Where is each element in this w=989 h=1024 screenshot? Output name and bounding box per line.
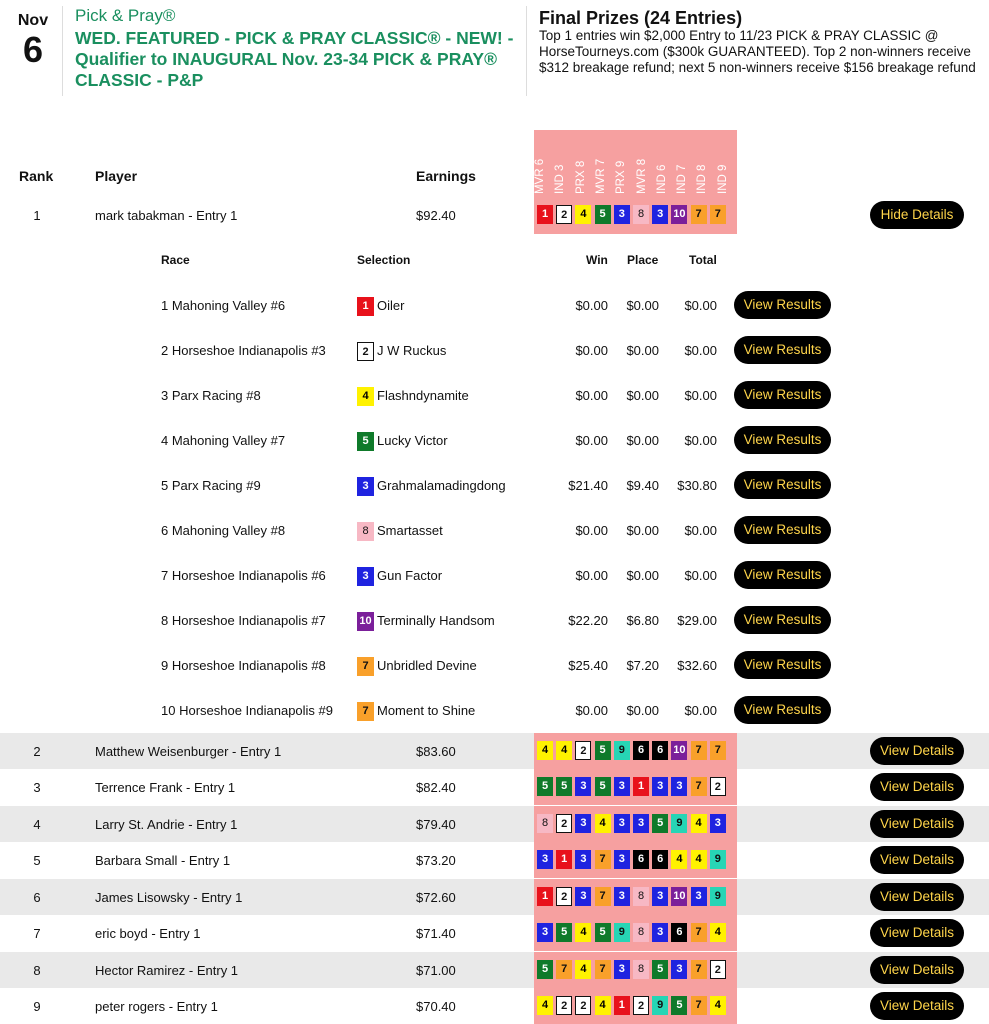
pick-number: 10: [671, 741, 687, 760]
player-earnings: $70.40: [416, 999, 456, 1014]
pick-number: 3: [575, 850, 591, 869]
saddle-number: 4: [357, 387, 374, 406]
table-row: [0, 879, 989, 915]
place-amount: $0.00: [626, 523, 659, 538]
view-details-button[interactable]: View Details: [870, 737, 964, 765]
player-earnings: $83.60: [416, 744, 456, 759]
pick-number: 3: [575, 887, 591, 906]
race-label-text: IND 9: [716, 164, 729, 194]
pick-number: 2: [556, 814, 572, 833]
total-column-header: Total: [689, 253, 717, 267]
place-amount: $6.80: [626, 613, 659, 628]
pick-number: 7: [710, 205, 726, 224]
table-row: [0, 952, 989, 988]
pick-number: 4: [595, 814, 611, 833]
divider: [526, 6, 527, 96]
view-results-button[interactable]: View Results: [734, 336, 831, 364]
view-results-button[interactable]: View Results: [734, 516, 831, 544]
pick-number: 8: [633, 205, 649, 224]
race-name: 1 Mahoning Valley #6: [161, 298, 286, 313]
horse-name: Gun Factor: [377, 568, 443, 583]
horse-name: J W Ruckus: [377, 343, 447, 358]
pick-number: 3: [614, 850, 630, 869]
race-label-text: IND 7: [676, 164, 689, 194]
pick-number: 4: [556, 741, 572, 760]
picks-strip: [534, 952, 737, 988]
player-rank: 7: [33, 926, 41, 941]
pick-number: 7: [691, 741, 707, 760]
total-amount: $30.80: [677, 478, 717, 493]
pick-number: 3: [691, 887, 707, 906]
pick-number: 1: [537, 887, 553, 906]
picks-strip: [534, 915, 737, 951]
race-label-text: PRX 8: [574, 160, 587, 194]
player-earnings: $71.40: [416, 926, 456, 941]
pick-number: 9: [671, 814, 687, 833]
place-amount: $0.00: [626, 568, 659, 583]
pick-number: 9: [652, 996, 668, 1015]
table-row: [0, 915, 989, 951]
pick-number: 7: [691, 205, 707, 224]
total-amount: $29.00: [677, 613, 717, 628]
detail-row: [0, 644, 989, 689]
place-amount: $0.00: [626, 433, 659, 448]
race-column-header: Race: [161, 253, 190, 267]
pick-number: 5: [537, 777, 553, 796]
win-amount: $0.00: [575, 343, 608, 358]
player-earnings: $92.40: [416, 208, 456, 223]
pick-number: 5: [595, 741, 611, 760]
saddle-number: 5: [357, 432, 374, 451]
divider: [62, 6, 63, 96]
pick-number: 3: [633, 814, 649, 833]
table-row: [0, 733, 989, 769]
total-amount: $0.00: [684, 703, 717, 718]
view-details-button[interactable]: View Details: [870, 846, 964, 874]
earnings-column-header: Earnings: [416, 168, 476, 184]
hide-details-button[interactable]: Hide Details: [870, 201, 964, 229]
pick-number: 3: [614, 814, 630, 833]
pick-number: 4: [537, 996, 553, 1015]
detail-row: [0, 329, 989, 374]
saddle-number: 7: [357, 702, 374, 721]
pick-number: 4: [595, 996, 611, 1015]
pick-number: 5: [652, 960, 668, 979]
pick-number: 6: [633, 741, 649, 760]
contest-title: WED. FEATURED - PICK & PRAY CLASSIC® - NEW! - Qualifier to INAUGURAL Nov. 23-34 PICK & PRAY® CLASSIC - P&P: [75, 28, 514, 90]
horse-name: Terminally Handsom: [377, 613, 495, 628]
table-row: [0, 806, 989, 842]
date-month: Nov: [17, 12, 49, 29]
pick-number: 3: [575, 777, 591, 796]
total-amount: $0.00: [684, 343, 717, 358]
win-column-header: Win: [586, 253, 608, 267]
race-name: 4 Mahoning Valley #7: [161, 433, 286, 448]
pick-number: 5: [595, 923, 611, 942]
view-details-button[interactable]: View Details: [870, 810, 964, 838]
pick-number: 5: [556, 923, 572, 942]
player-name: Larry St. Andrie - Entry 1: [95, 817, 238, 832]
saddle-number: 3: [357, 477, 374, 496]
detail-row: [0, 599, 989, 644]
pick-number: 4: [671, 850, 687, 869]
view-details-button[interactable]: View Details: [870, 956, 964, 984]
pick-number: 3: [652, 887, 668, 906]
race-name: 7 Horseshoe Indianapolis #6: [161, 568, 326, 583]
pick-number: 6: [671, 923, 687, 942]
pick-number: 4: [691, 814, 707, 833]
picks-strip: [534, 733, 737, 769]
view-results-button[interactable]: View Results: [734, 651, 831, 679]
rank-column-header: Rank: [19, 168, 54, 184]
pick-number: 7: [691, 923, 707, 942]
date-day: 6: [22, 29, 44, 70]
pick-number: 3: [537, 850, 553, 869]
horse-name: Lucky Victor: [377, 433, 448, 448]
race-name: 6 Mahoning Valley #8: [161, 523, 286, 538]
detail-row: [0, 554, 989, 599]
pick-number: 2: [575, 741, 591, 760]
detail-row: [0, 689, 989, 734]
total-amount: $0.00: [684, 388, 717, 403]
player-earnings: $79.40: [416, 817, 456, 832]
win-amount: $0.00: [575, 523, 608, 538]
pick-number: 7: [691, 996, 707, 1015]
pick-number: 9: [614, 741, 630, 760]
pick-number: 8: [537, 814, 553, 833]
view-results-button[interactable]: View Results: [734, 426, 831, 454]
pick-number: 3: [614, 887, 630, 906]
pick-number: 10: [671, 205, 687, 224]
pick-number: 3: [614, 960, 630, 979]
pick-number: 3: [652, 777, 668, 796]
pick-number: 6: [652, 741, 668, 760]
brand-name: Pick & Pray®: [75, 6, 176, 25]
win-amount: $22.20: [568, 613, 608, 628]
pick-number: 9: [614, 923, 630, 942]
place-amount: $0.00: [626, 703, 659, 718]
pick-number: 3: [710, 814, 726, 833]
pick-number: 4: [575, 205, 591, 224]
race-name: 5 Parx Racing #9: [161, 478, 261, 493]
pick-number: 3: [652, 205, 668, 224]
player-rank: 5: [33, 853, 41, 868]
race-label-text: IND 6: [655, 164, 668, 194]
prizes-heading: Final Prizes (24 Entries): [539, 8, 743, 28]
detail-row: [0, 464, 989, 509]
pick-number: 8: [633, 887, 649, 906]
player-name: mark tabakman - Entry 1: [95, 208, 238, 223]
pick-number: 1: [633, 777, 649, 796]
saddle-number: 8: [357, 522, 374, 541]
player-name: Matthew Weisenburger - Entry 1: [95, 744, 282, 759]
win-amount: $0.00: [575, 298, 608, 313]
player-name: Barbara Small - Entry 1: [95, 853, 231, 868]
player-name: James Lisowsky - Entry 1: [95, 890, 243, 905]
horse-name: Grahmalamadingdong: [377, 478, 506, 493]
player-name: peter rogers - Entry 1: [95, 999, 218, 1014]
pick-number: 2: [556, 205, 572, 224]
horse-name: Oiler: [377, 298, 405, 313]
view-results-button[interactable]: View Results: [734, 291, 831, 319]
race-label-text: IND 8: [696, 164, 709, 194]
player-name: eric boyd - Entry 1: [95, 926, 201, 941]
pick-number: 2: [575, 996, 591, 1015]
saddle-number: 10: [357, 612, 374, 631]
pick-number: 2: [633, 996, 649, 1015]
pick-number: 4: [575, 923, 591, 942]
picks-strip: [534, 197, 737, 233]
table-row: [0, 197, 989, 233]
player-name: Hector Ramirez - Entry 1: [95, 963, 239, 978]
place-amount: $9.40: [626, 478, 659, 493]
race-label-text: IND 3: [554, 164, 567, 194]
view-details-button[interactable]: View Details: [870, 883, 964, 911]
pick-number: 2: [710, 960, 726, 979]
pick-number: 3: [614, 205, 630, 224]
saddle-number: 3: [357, 567, 374, 586]
pick-number: 3: [652, 923, 668, 942]
race-label-text: MVR 7: [594, 158, 607, 194]
pick-number: 5: [671, 996, 687, 1015]
pick-number: 4: [710, 996, 726, 1015]
total-amount: $0.00: [684, 568, 717, 583]
horse-name: Flashndynamite: [377, 388, 469, 403]
win-amount: $0.00: [575, 388, 608, 403]
view-details-button[interactable]: View Details: [870, 773, 964, 801]
total-amount: $32.60: [677, 658, 717, 673]
win-amount: $0.00: [575, 703, 608, 718]
total-amount: $0.00: [684, 298, 717, 313]
table-row: [0, 842, 989, 878]
pick-number: 5: [595, 205, 611, 224]
table-row: [0, 769, 989, 805]
pick-number: 7: [595, 887, 611, 906]
view-results-button[interactable]: View Results: [734, 561, 831, 589]
player-column-header: Player: [95, 168, 138, 184]
place-amount: $7.20: [626, 658, 659, 673]
pick-number: 3: [575, 814, 591, 833]
picks-strip: [534, 769, 737, 805]
pick-number: 3: [671, 960, 687, 979]
pick-number: 3: [671, 777, 687, 796]
pick-number: 7: [710, 741, 726, 760]
view-details-button[interactable]: View Details: [870, 919, 964, 947]
pick-number: 7: [595, 850, 611, 869]
race-label-text: MVR 8: [635, 158, 648, 194]
pick-number: 5: [556, 777, 572, 796]
pick-number: 7: [595, 960, 611, 979]
saddle-number: 7: [357, 657, 374, 676]
win-amount: $21.40: [568, 478, 608, 493]
pick-number: 9: [710, 850, 726, 869]
place-amount: $0.00: [626, 343, 659, 358]
pick-number: 2: [710, 777, 726, 796]
horse-name: Moment to Shine: [377, 703, 476, 718]
view-results-button[interactable]: View Results: [734, 381, 831, 409]
player-rank: 8: [33, 963, 41, 978]
pick-number: 10: [671, 887, 687, 906]
contest-date: [10, 12, 56, 70]
pick-number: 5: [652, 814, 668, 833]
picks-strip: [534, 806, 737, 842]
pick-number: 4: [710, 923, 726, 942]
player-name: Terrence Frank - Entry 1: [95, 780, 236, 795]
pick-number: 1: [537, 205, 553, 224]
race-label-text: MVR 6: [534, 158, 546, 194]
win-amount: $0.00: [575, 433, 608, 448]
horse-name: Unbridled Devine: [377, 658, 477, 673]
place-column-header: Place: [627, 253, 659, 267]
total-amount: $0.00: [684, 433, 717, 448]
saddle-number: 2: [357, 342, 374, 361]
view-results-button[interactable]: View Results: [734, 606, 831, 634]
pick-number: 9: [710, 887, 726, 906]
pick-number: 6: [633, 850, 649, 869]
pick-number: 5: [537, 960, 553, 979]
race-name: 8 Horseshoe Indianapolis #7: [161, 613, 326, 628]
pick-number: 7: [691, 777, 707, 796]
player-rank: 4: [33, 817, 41, 832]
pick-number: 4: [537, 741, 553, 760]
player-rank: 1: [33, 208, 41, 223]
player-rank: 2: [33, 744, 41, 759]
pick-number: 4: [691, 850, 707, 869]
horse-name: Smartasset: [377, 523, 443, 538]
pick-number: 6: [652, 850, 668, 869]
player-earnings: $73.20: [416, 853, 456, 868]
contest-header: [0, 0, 989, 110]
pick-number: 3: [537, 923, 553, 942]
pick-number: 8: [633, 960, 649, 979]
player-earnings: $71.00: [416, 963, 456, 978]
race-label-text: PRX 9: [615, 160, 628, 194]
detail-row: [0, 509, 989, 554]
win-amount: $25.40: [568, 658, 608, 673]
player-rank: 9: [33, 999, 41, 1014]
selection-column-header: Selection: [357, 253, 411, 267]
detail-row: [0, 284, 989, 329]
prizes-text: Top 1 entries win $2,000 Entry to 11/23 PICK & PRAY CLASSIC @ HorseTourneys.com ($300k GUARANTEED). Top 2 non-winners receive $312 breakage refund; next 5 non-winners receive $156 breakage refund: [539, 28, 976, 75]
pick-number: 4: [575, 960, 591, 979]
pick-number: 2: [556, 996, 572, 1015]
race-name: 10 Horseshoe Indianapolis #9: [161, 703, 334, 718]
player-earnings: $82.40: [416, 780, 456, 795]
place-amount: $0.00: [626, 298, 659, 313]
player-rank: 3: [33, 780, 41, 795]
pick-number: 7: [556, 960, 572, 979]
total-amount: $0.00: [684, 523, 717, 538]
table-row: [0, 988, 989, 1024]
detail-row: [0, 419, 989, 464]
race-name: 2 Horseshoe Indianapolis #3: [161, 343, 326, 358]
race-name: 3 Parx Racing #8: [161, 388, 261, 403]
player-rank: 6: [33, 890, 41, 905]
pick-number: 8: [633, 923, 649, 942]
win-amount: $0.00: [575, 568, 608, 583]
player-earnings: $72.60: [416, 890, 456, 905]
picks-strip: [534, 988, 737, 1024]
pick-number: 1: [614, 996, 630, 1015]
race-name: 9 Horseshoe Indianapolis #8: [161, 658, 326, 673]
place-amount: $0.00: [626, 388, 659, 403]
view-details-button[interactable]: View Details: [870, 992, 964, 1020]
view-results-button[interactable]: View Results: [734, 696, 831, 724]
picks-strip: [534, 842, 737, 878]
pick-number: 1: [556, 850, 572, 869]
view-results-button[interactable]: View Results: [734, 471, 831, 499]
detail-row: [0, 374, 989, 419]
pick-number: 5: [595, 777, 611, 796]
picks-strip: [534, 879, 737, 915]
pick-number: 3: [614, 777, 630, 796]
pick-number: 7: [691, 960, 707, 979]
pick-number: 2: [556, 887, 572, 906]
saddle-number: 1: [357, 297, 374, 316]
